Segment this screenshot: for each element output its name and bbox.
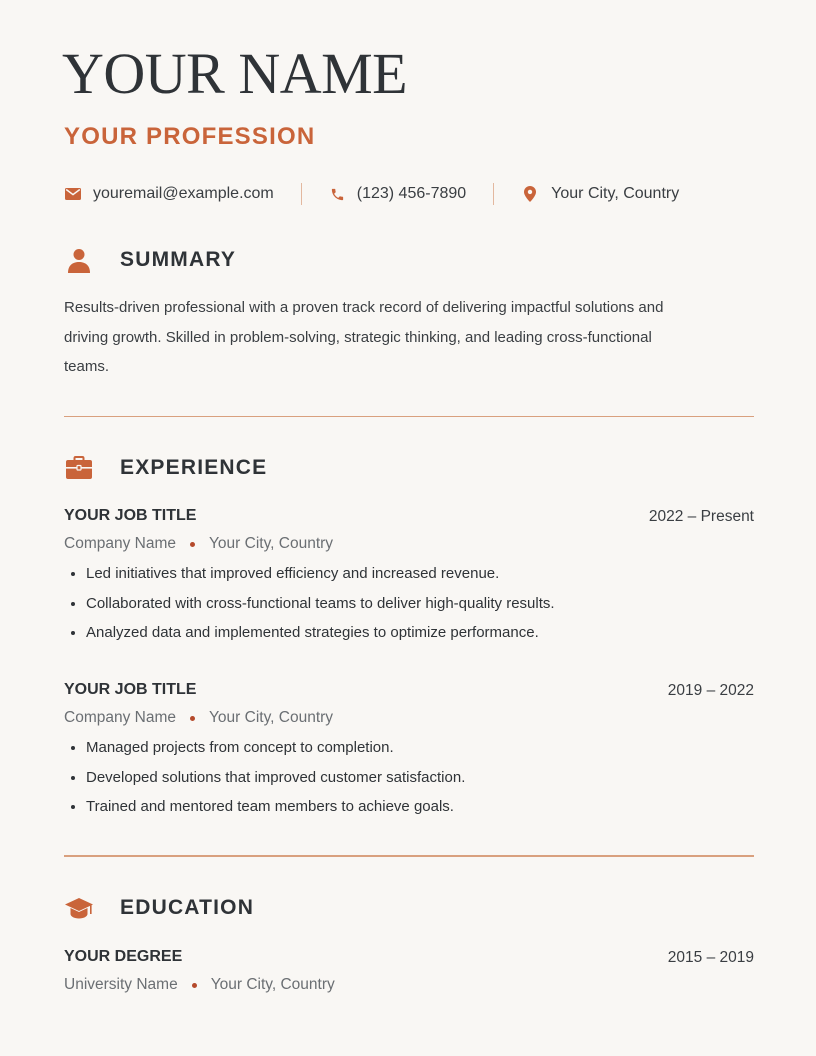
contact-email-text: youremail@example.com <box>93 185 274 202</box>
company-name: Company Name <box>64 709 176 726</box>
phone-icon <box>329 185 347 203</box>
contact-location <box>521 185 679 203</box>
school-location: Your City, Country <box>210 976 335 993</box>
contact-email <box>64 185 274 203</box>
resume-name: YOUR NAME <box>62 41 408 106</box>
list-item: Analyzed data and implemented strategies to optimize performance. <box>64 618 555 648</box>
job-bullets <box>64 559 555 648</box>
section-divider <box>64 855 754 857</box>
job-title: YOUR JOB TITLE <box>64 507 197 524</box>
list-item: Developed solutions that improved customer satisfaction. <box>64 763 465 793</box>
list-item: Managed projects from concept to completion. <box>64 733 465 763</box>
company-name: Company Name <box>64 535 176 552</box>
contact-divider <box>493 183 494 205</box>
graduation-cap-icon <box>64 893 94 923</box>
separator-dot <box>190 542 195 547</box>
section-divider <box>64 416 754 417</box>
resume-page <box>64 0 754 1056</box>
summary-heading <box>64 245 236 275</box>
job-meta <box>64 709 333 727</box>
school-name: University Name <box>64 976 178 993</box>
list-item: Trained and mentored team members to achieve goals. <box>64 792 465 822</box>
contact-phone-text: (123) 456-7890 <box>356 185 467 202</box>
job-bullets <box>64 733 465 822</box>
contact-location-text: Your City, Country <box>551 185 680 202</box>
job-meta <box>64 535 333 553</box>
mail-icon <box>64 185 82 203</box>
map-pin-icon <box>521 185 539 203</box>
experience-title: EXPERIENCE <box>120 456 268 479</box>
list-item: Collaborated with cross-functional teams to deliver high-quality results. <box>64 589 555 619</box>
resume-profession: YOUR PROFESSION <box>64 123 316 150</box>
job-location: Your City, Country <box>209 535 334 552</box>
contact-divider <box>301 183 302 205</box>
summary-text: Results-driven professional with a proven track record of delivering impactful solutions and driving growth. Skilled in problem-solving, strategic thinking, and leading cross-functional teams. <box>64 299 664 375</box>
contact-row <box>64 182 679 206</box>
contact-phone <box>329 185 466 203</box>
briefcase-icon <box>64 453 94 483</box>
job-title: YOUR JOB TITLE <box>64 681 197 698</box>
degree-title: YOUR DEGREE <box>64 948 183 965</box>
separator-dot <box>190 716 195 721</box>
education-dates: 2015 – 2019 <box>667 949 754 966</box>
person-icon <box>64 245 94 275</box>
education-heading <box>64 893 254 923</box>
education-meta <box>64 976 335 994</box>
job-dates: 2022 – Present <box>648 508 754 525</box>
job-location: Your City, Country <box>209 709 334 726</box>
separator-dot <box>192 983 197 988</box>
education-title: EDUCATION <box>120 896 255 919</box>
list-item: Led initiatives that improved efficiency and increased revenue. <box>64 559 555 589</box>
experience-heading <box>64 453 267 483</box>
summary-title: SUMMARY <box>120 248 237 271</box>
job-dates: 2019 – 2022 <box>667 682 754 699</box>
